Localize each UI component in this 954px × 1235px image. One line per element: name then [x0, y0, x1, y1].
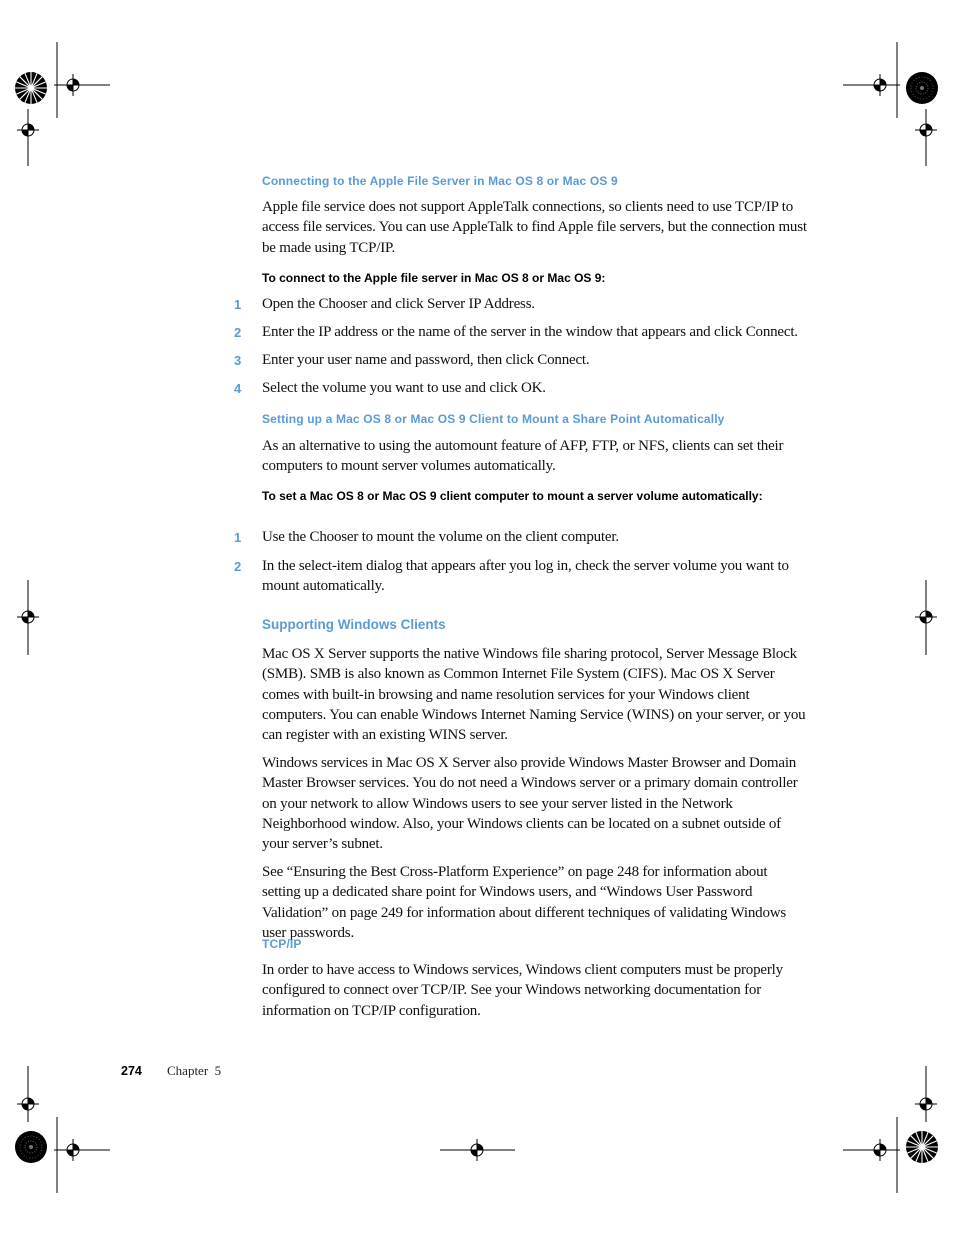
- step-number: 3: [234, 353, 242, 368]
- section-heading-windows-clients: Supporting Windows Clients: [262, 617, 446, 632]
- step-number: 2: [234, 325, 242, 340]
- procedure-heading-automount: To set a Mac OS 8 or Mac OS 9 client computer to mount a server volume automatically:: [262, 489, 763, 503]
- page-number: 274: [121, 1064, 142, 1078]
- section-heading-automount: Setting up a Mac OS 8 or Mac OS 9 Client to Mount a Share Point Automatically: [262, 412, 725, 426]
- step-text: In the select-item dialog that appears after you log in, check the server volume you want to mount automatically.: [262, 558, 789, 595]
- step-number: 1: [234, 297, 242, 312]
- paragraph-windows-smb: Mac OS X Server supports the native Windows file sharing protocol, Server Message Block (SMB). SMB is also known as Common Internet File System (CIFS). Mac OS X Server comes with built-in browsing and name resolution services for your Windows client computers. You can enable Windows Internet Naming Service (WINS) on your server, or you can register with an existing WINS server.: [262, 646, 806, 744]
- step-number: 1: [234, 530, 242, 545]
- paragraph-automount: As an alternative to using the automount feature of AFP, FTP, or NFS, clients can set their computers to mount server volumes automatically.: [262, 438, 784, 475]
- paragraph-windows-see-also: See “Ensuring the Best Cross-Platform Experience” on page 248 for information about setting up a dedicated share point for Windows users, and “Windows User Password Validation” on page 249 for information about different techniques of validating Windows user passwords.: [262, 864, 787, 941]
- step-text: Enter the IP address or the name of the server in the window that appears and click Connect.: [262, 324, 798, 340]
- paragraph-apple-file-service: Apple file service does not support AppleTalk connections, so clients need to use TCP/IP to access file services. You can use AppleTalk to find Apple file servers, but the connection must be made using TCP/IP.: [262, 199, 807, 256]
- step-text: Select the volume you want to use and click OK.: [262, 380, 546, 396]
- chapter-label: Chapter 5: [167, 1063, 222, 1078]
- step-number: 2: [234, 559, 242, 574]
- paragraph-tcp-ip: In order to have access to Windows services, Windows client computers must be properly configured to connect over TCP/IP. See your Windows networking documentation for information on TCP/IP configuration.: [262, 962, 783, 1019]
- step-number: 4: [234, 381, 242, 396]
- step-text: Enter your user name and password, then click Connect.: [262, 352, 590, 368]
- procedure-heading-connect: To connect to the Apple file server in Mac OS 8 or Mac OS 9:: [262, 271, 606, 285]
- section-heading-apple-file-server: Connecting to the Apple File Server in Mac OS 8 or Mac OS 9: [262, 174, 618, 188]
- paragraph-windows-browser: Windows services in Mac OS X Server also provide Windows Master Browser and Domain Master Browser services. You do not need a Windows server or a primary domain controller on your network to allow Windows users to see your server listed in the Network Neighborhood window. Also, your Windows clients can be located on a subnet outside of your server’s subnet.: [262, 755, 798, 853]
- step-text: Use the Chooser to mount the volume on the client computer.: [262, 529, 619, 545]
- step-text: Open the Chooser and click Server IP Address.: [262, 296, 535, 312]
- section-heading-tcp-ip: TCP/IP: [262, 937, 302, 951]
